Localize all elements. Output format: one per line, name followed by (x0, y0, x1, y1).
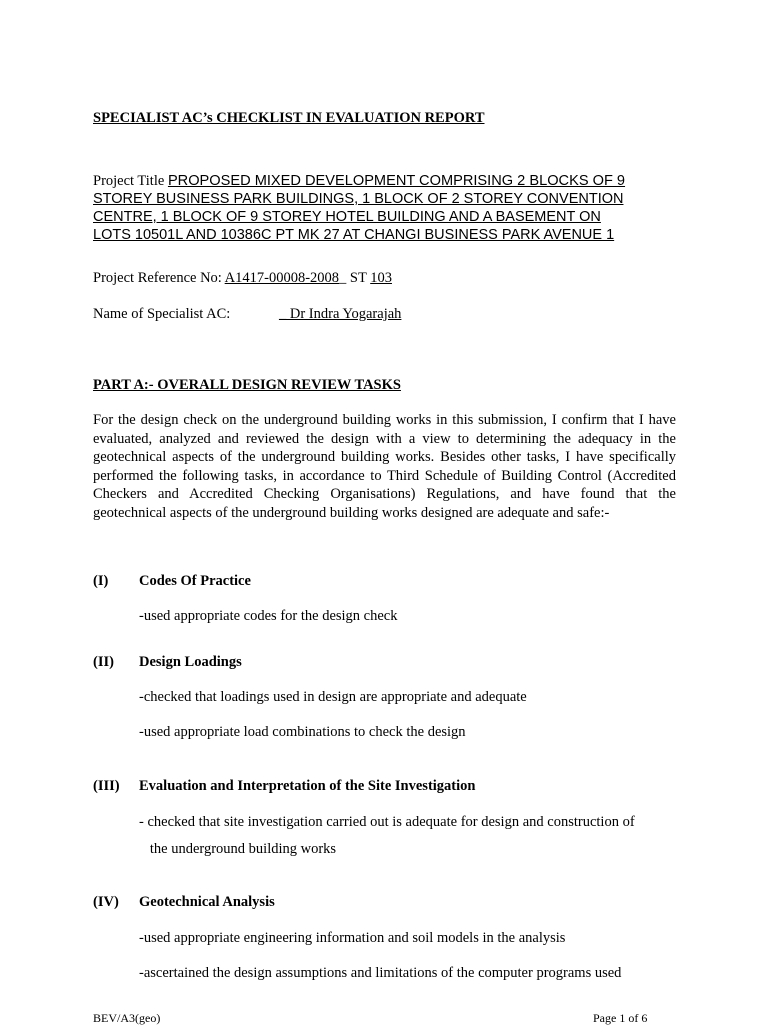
section-number: (II) (93, 654, 114, 670)
section-item: -used appropriate codes for the design check (139, 608, 398, 624)
project-title-line-4: LOTS 10501L AND 10386C PT MK 27 AT CHANGI BUSINESS PARK AVENUE 1 (93, 227, 615, 243)
project-reference-label: Project Reference No: (93, 270, 225, 286)
specialist-label: Name of Specialist AC: (93, 306, 231, 322)
project-title-line-1: PROPOSED MIXED DEVELOPMENT COMPRISING 2 BLOCKS OF 9 (167, 173, 626, 189)
document-heading: SPECIALIST AC’s CHECKLIST IN EVALUATION REPORT (93, 110, 485, 126)
section-item: the underground building works (139, 841, 337, 857)
project-title-row (93, 173, 625, 190)
section-title: Design Loadings (139, 654, 242, 670)
section-title: Geotechnical Analysis (139, 894, 275, 910)
section-item: - checked that site investigation carried out is adequate for design and construction of (139, 814, 635, 830)
project-title-label: Project Title (93, 173, 168, 189)
footer-form-code: BEV/A3(geo) (93, 1011, 161, 1025)
section-number: (III) (93, 778, 120, 794)
project-title-line-3: CENTRE, 1 BLOCK OF 9 STOREY HOTEL BUILDING AND A BASEMENT ON (93, 209, 601, 225)
section-item: -used appropriate engineering information and soil models in the analysis (139, 930, 566, 946)
section-number: (I) (93, 573, 109, 589)
intro-paragraph: For the design check on the underground building works in this submission, I confirm that I have evaluated, analyzed and reviewed the design with a view to determining the adequacy in the geotechnical aspects of the underground building works. Besides other tasks, I have specifically performed the following tasks, in accordance to Third Schedule of Building Control (Accredited Checkers and Accredited Checking Organisations) Regulations, and have found that the geotechnical aspects of the underground building works designed are adequate and safe:- (93, 412, 676, 521)
section-item: -checked that loadings used in design are appropriate and adequate (139, 689, 527, 705)
st-label: ST (346, 270, 371, 286)
project-reference-value: A1417-00008-2008 (224, 270, 340, 286)
specialist-name: _ Dr Indra Yogarajah (279, 306, 402, 322)
section-number: (IV) (93, 894, 119, 910)
project-title-line-2: STOREY BUSINESS PARK BUILDINGS, 1 BLOCK OF 2 STOREY CONVENTION (93, 191, 624, 207)
part-a-heading: PART A:- OVERALL DESIGN REVIEW TASKS (93, 377, 401, 393)
st-value: 103 (370, 270, 392, 286)
section-title: Evaluation and Interpretation of the Site Investigation (139, 778, 476, 794)
project-reference-row (93, 270, 392, 287)
section-title: Codes Of Practice (139, 573, 251, 589)
section-item: -ascertained the design assumptions and limitations of the computer programs used (139, 965, 622, 981)
section-item: -used appropriate load combinations to check the design (139, 724, 466, 740)
project-reference-gap: _ (339, 270, 347, 286)
footer-page-number: Page 1 of 6 (593, 1011, 648, 1025)
